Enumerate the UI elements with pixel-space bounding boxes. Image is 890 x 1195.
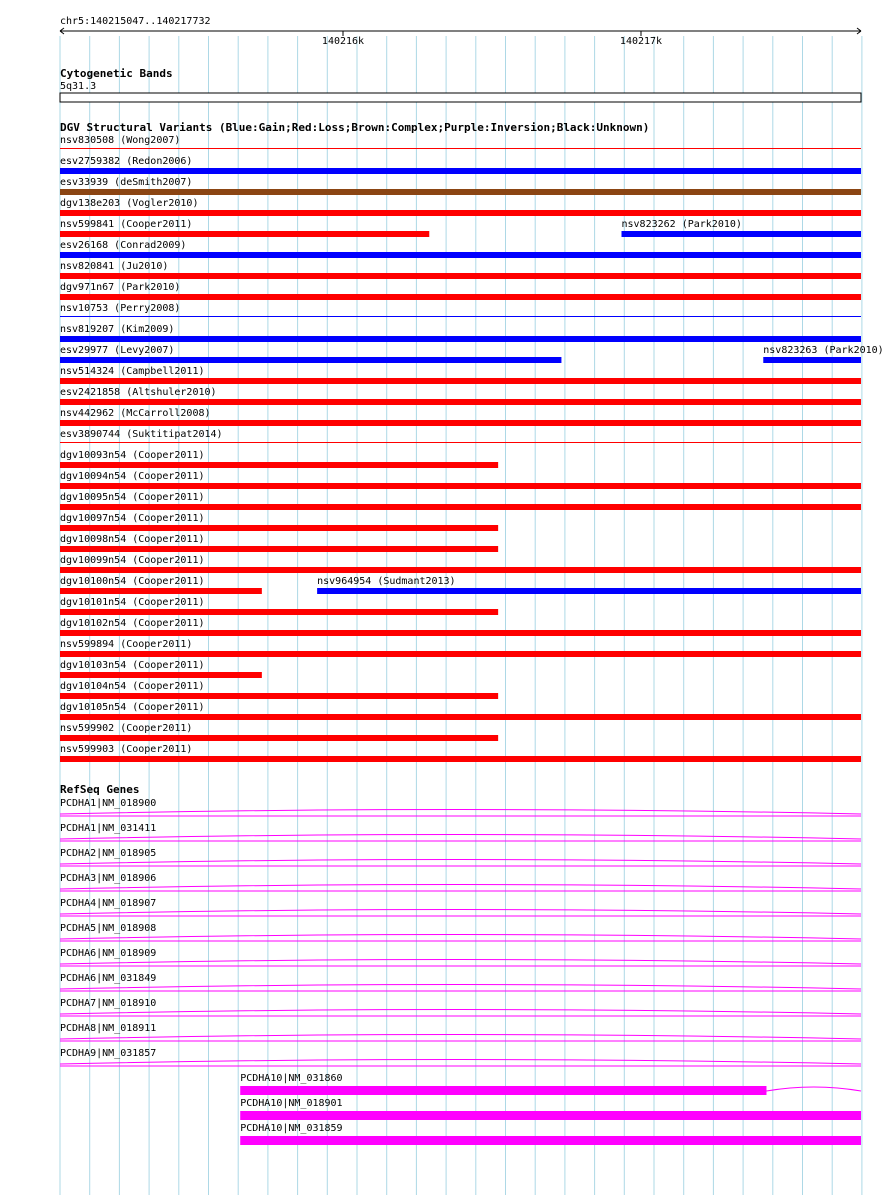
gene-label: PCDHA4|NM_018907: [60, 898, 157, 909]
variant-bar: [60, 483, 861, 489]
variant-bar: [60, 651, 861, 657]
variant-label: dgv10093n54 (Cooper2011): [60, 450, 205, 461]
variant-feature[interactable]: [60, 135, 861, 149]
gene-feature[interactable]: [60, 898, 861, 916]
variant-label: nsv819207 (Kim2009): [60, 324, 175, 335]
gene-feature[interactable]: [60, 873, 861, 891]
gene-intron: [60, 935, 861, 940]
gene-intron: [60, 1060, 861, 1065]
variant-label: esv33939 (deSmith2007): [60, 177, 193, 188]
variant-feature[interactable]: [60, 198, 861, 216]
refseq-track: [60, 783, 861, 1145]
gene-label: PCDHA3|NM_018906: [60, 873, 157, 884]
gene-feature[interactable]: [240, 1123, 861, 1145]
variant-feature[interactable]: [60, 723, 498, 741]
ruler-tick-label: 140216k: [321, 36, 365, 47]
cytoband-track-title: Cytogenetic Bands: [60, 67, 173, 80]
variant-feature[interactable]: [60, 324, 861, 342]
gene-feature[interactable]: [60, 948, 861, 966]
variant-label: esv2759382 (Redon2006): [60, 156, 193, 167]
dgv-track-title: DGV Structural Variants (Blue:Gain;Red:Loss;Brown:Complex;Purple:Inversion;Black:Unknown): [60, 121, 650, 134]
gene-intron: [60, 960, 861, 965]
gene-intron: [60, 885, 861, 890]
gene-feature[interactable]: [60, 848, 861, 866]
gene-feature[interactable]: [240, 1098, 861, 1120]
variant-feature[interactable]: [60, 450, 498, 468]
variant-bar: [60, 378, 861, 384]
variant-bar: [60, 588, 262, 594]
variant-bar: [60, 210, 861, 216]
gene-label: PCDHA1|NM_031411: [60, 823, 157, 834]
variant-label: dgv10102n54 (Cooper2011): [60, 618, 205, 629]
gene-intron: [60, 985, 861, 990]
gene-label: PCDHA6|NM_031849: [60, 973, 157, 984]
gene-feature[interactable]: [60, 973, 861, 991]
gene-intron: [60, 860, 861, 865]
variant-feature[interactable]: [60, 429, 861, 443]
gene-label: PCDHA10|NM_031860: [240, 1073, 343, 1084]
gene-feature[interactable]: [60, 923, 861, 941]
variant-feature[interactable]: [60, 282, 861, 300]
gene-label: PCDHA1|NM_018900: [60, 798, 157, 809]
gene-label: PCDHA7|NM_018910: [60, 998, 157, 1009]
variant-bar: [60, 231, 429, 237]
variant-label: nsv823263 (Park2010): [763, 345, 884, 356]
dgv-track: [60, 121, 884, 762]
cytoband-track: [60, 67, 861, 102]
variant-feature[interactable]: [60, 681, 498, 699]
gene-exon: [240, 1086, 766, 1095]
gene-exon: [240, 1136, 861, 1145]
gene-feature[interactable]: [60, 1048, 861, 1066]
variant-feature[interactable]: [60, 576, 262, 594]
variant-label: nsv10753 (Perry2008): [60, 303, 181, 314]
gene-label: PCDHA10|NM_031859: [240, 1123, 343, 1134]
variant-label: nsv599841 (Cooper2011): [60, 219, 193, 230]
variant-label: nsv830508 (Wong2007): [60, 135, 181, 146]
variant-bar: [60, 714, 861, 720]
variant-label: dgv10099n54 (Cooper2011): [60, 555, 205, 566]
variant-label: dgv10095n54 (Cooper2011): [60, 492, 205, 503]
gene-exon: [240, 1111, 861, 1120]
variant-feature[interactable]: [60, 303, 861, 317]
variant-label: nsv514324 (Campbell2011): [60, 366, 205, 377]
variant-bar: [60, 316, 861, 317]
variant-label: dgv10097n54 (Cooper2011): [60, 513, 205, 524]
gene-feature[interactable]: [60, 823, 861, 841]
variant-bar: [60, 546, 498, 552]
variant-feature[interactable]: [60, 471, 861, 489]
gene-intron: [60, 835, 861, 840]
variant-bar: [60, 609, 498, 615]
variant-feature[interactable]: [60, 513, 498, 531]
variant-bar: [60, 442, 861, 443]
variant-bar: [60, 336, 861, 342]
variant-label: esv3890744 (Suktitipat2014): [60, 429, 223, 440]
gene-intron: [60, 910, 861, 915]
gene-intron: [60, 1035, 861, 1040]
variant-feature[interactable]: [622, 219, 861, 237]
variant-feature[interactable]: [60, 660, 262, 678]
cytoband-ideogram: [60, 93, 861, 102]
variant-feature[interactable]: [60, 597, 498, 615]
variant-bar: [622, 231, 861, 237]
variant-label: dgv10094n54 (Cooper2011): [60, 471, 205, 482]
ruler-tick-label: 140217k: [619, 36, 663, 47]
variant-label: dgv971n67 (Park2010): [60, 282, 181, 293]
variant-feature[interactable]: [60, 744, 861, 762]
variant-feature[interactable]: [60, 408, 861, 426]
variant-bar: [60, 252, 861, 258]
gene-label: PCDHA10|NM_018901: [240, 1098, 343, 1109]
variant-label: nsv442962 (McCarroll2008): [60, 408, 211, 419]
variant-label: nsv599902 (Cooper2011): [60, 723, 193, 734]
variant-feature[interactable]: [60, 240, 861, 258]
location-label: chr5:140215047..140217732: [60, 16, 211, 27]
variant-feature[interactable]: [60, 261, 861, 279]
gene-label: PCDHA8|NM_018911: [60, 1023, 157, 1034]
variant-feature[interactable]: [60, 534, 498, 552]
gene-feature[interactable]: [240, 1073, 861, 1095]
variant-feature[interactable]: [60, 639, 861, 657]
variant-label: esv2421858 (Altshuler2010): [60, 387, 217, 398]
variant-bar: [60, 525, 498, 531]
variant-bar: [60, 168, 861, 174]
gene-label: PCDHA5|NM_018908: [60, 923, 157, 934]
variant-feature[interactable]: [60, 702, 861, 720]
variant-label: dgv10101n54 (Cooper2011): [60, 597, 205, 608]
gene-feature[interactable]: [60, 998, 861, 1016]
variant-bar: [60, 273, 861, 279]
variant-feature[interactable]: [60, 618, 861, 636]
variant-bar: [60, 148, 861, 149]
variant-feature[interactable]: [763, 345, 883, 363]
variant-label: esv26168 (Conrad2009): [60, 240, 187, 251]
gene-intron: [60, 810, 861, 815]
cytoband-label: 5q31.3: [60, 81, 97, 92]
variant-bar: [60, 756, 861, 762]
variant-label: nsv823262 (Park2010): [621, 219, 742, 230]
variant-bar: [60, 672, 262, 678]
ruler-track: [60, 16, 861, 47]
gene-feature[interactable]: [60, 798, 861, 816]
variant-bar: [60, 630, 861, 636]
variant-bar: [60, 357, 561, 363]
variant-bar: [763, 357, 861, 363]
variant-feature[interactable]: [60, 156, 861, 174]
variant-bar: [60, 504, 861, 510]
variant-label: dgv10104n54 (Cooper2011): [60, 681, 205, 692]
gene-label: PCDHA2|NM_018905: [60, 848, 157, 859]
variant-bar: [60, 567, 861, 573]
gene-label: PCDHA9|NM_031857: [60, 1048, 157, 1059]
variant-bar: [317, 588, 861, 594]
variant-bar: [60, 462, 498, 468]
variant-label: nsv964954 (Sudmant2013): [317, 576, 456, 587]
variant-feature[interactable]: [317, 576, 861, 594]
variant-label: dgv138e203 (Vogler2010): [60, 198, 199, 209]
variant-bar: [60, 189, 861, 195]
gene-intron: [60, 1010, 861, 1015]
variant-feature[interactable]: [60, 345, 561, 363]
variant-bar: [60, 735, 498, 741]
variant-label: esv29977 (Levy2007): [60, 345, 175, 356]
variant-bar: [60, 693, 498, 699]
variant-label: nsv599894 (Cooper2011): [60, 639, 193, 650]
variant-label: dgv10100n54 (Cooper2011): [60, 576, 205, 587]
variant-feature[interactable]: [60, 387, 861, 405]
variant-feature[interactable]: [60, 219, 429, 237]
variant-bar: [60, 294, 861, 300]
refseq-track-title: RefSeq Genes: [60, 783, 140, 796]
gene-intron: [766, 1087, 861, 1091]
variant-feature[interactable]: [60, 366, 861, 384]
variant-label: nsv599903 (Cooper2011): [60, 744, 193, 755]
variant-label: dgv10098n54 (Cooper2011): [60, 534, 205, 545]
gene-feature[interactable]: [60, 1023, 861, 1041]
variant-feature[interactable]: [60, 555, 861, 573]
variant-bar: [60, 420, 861, 426]
variant-bar: [60, 399, 861, 405]
variant-feature[interactable]: [60, 177, 861, 195]
variant-label: dgv10103n54 (Cooper2011): [60, 660, 205, 671]
grid-lines: [60, 36, 862, 1195]
variant-label: dgv10105n54 (Cooper2011): [60, 702, 205, 713]
variant-feature[interactable]: [60, 492, 861, 510]
gene-label: PCDHA6|NM_018909: [60, 948, 157, 959]
variant-label: nsv820841 (Ju2010): [60, 261, 169, 272]
